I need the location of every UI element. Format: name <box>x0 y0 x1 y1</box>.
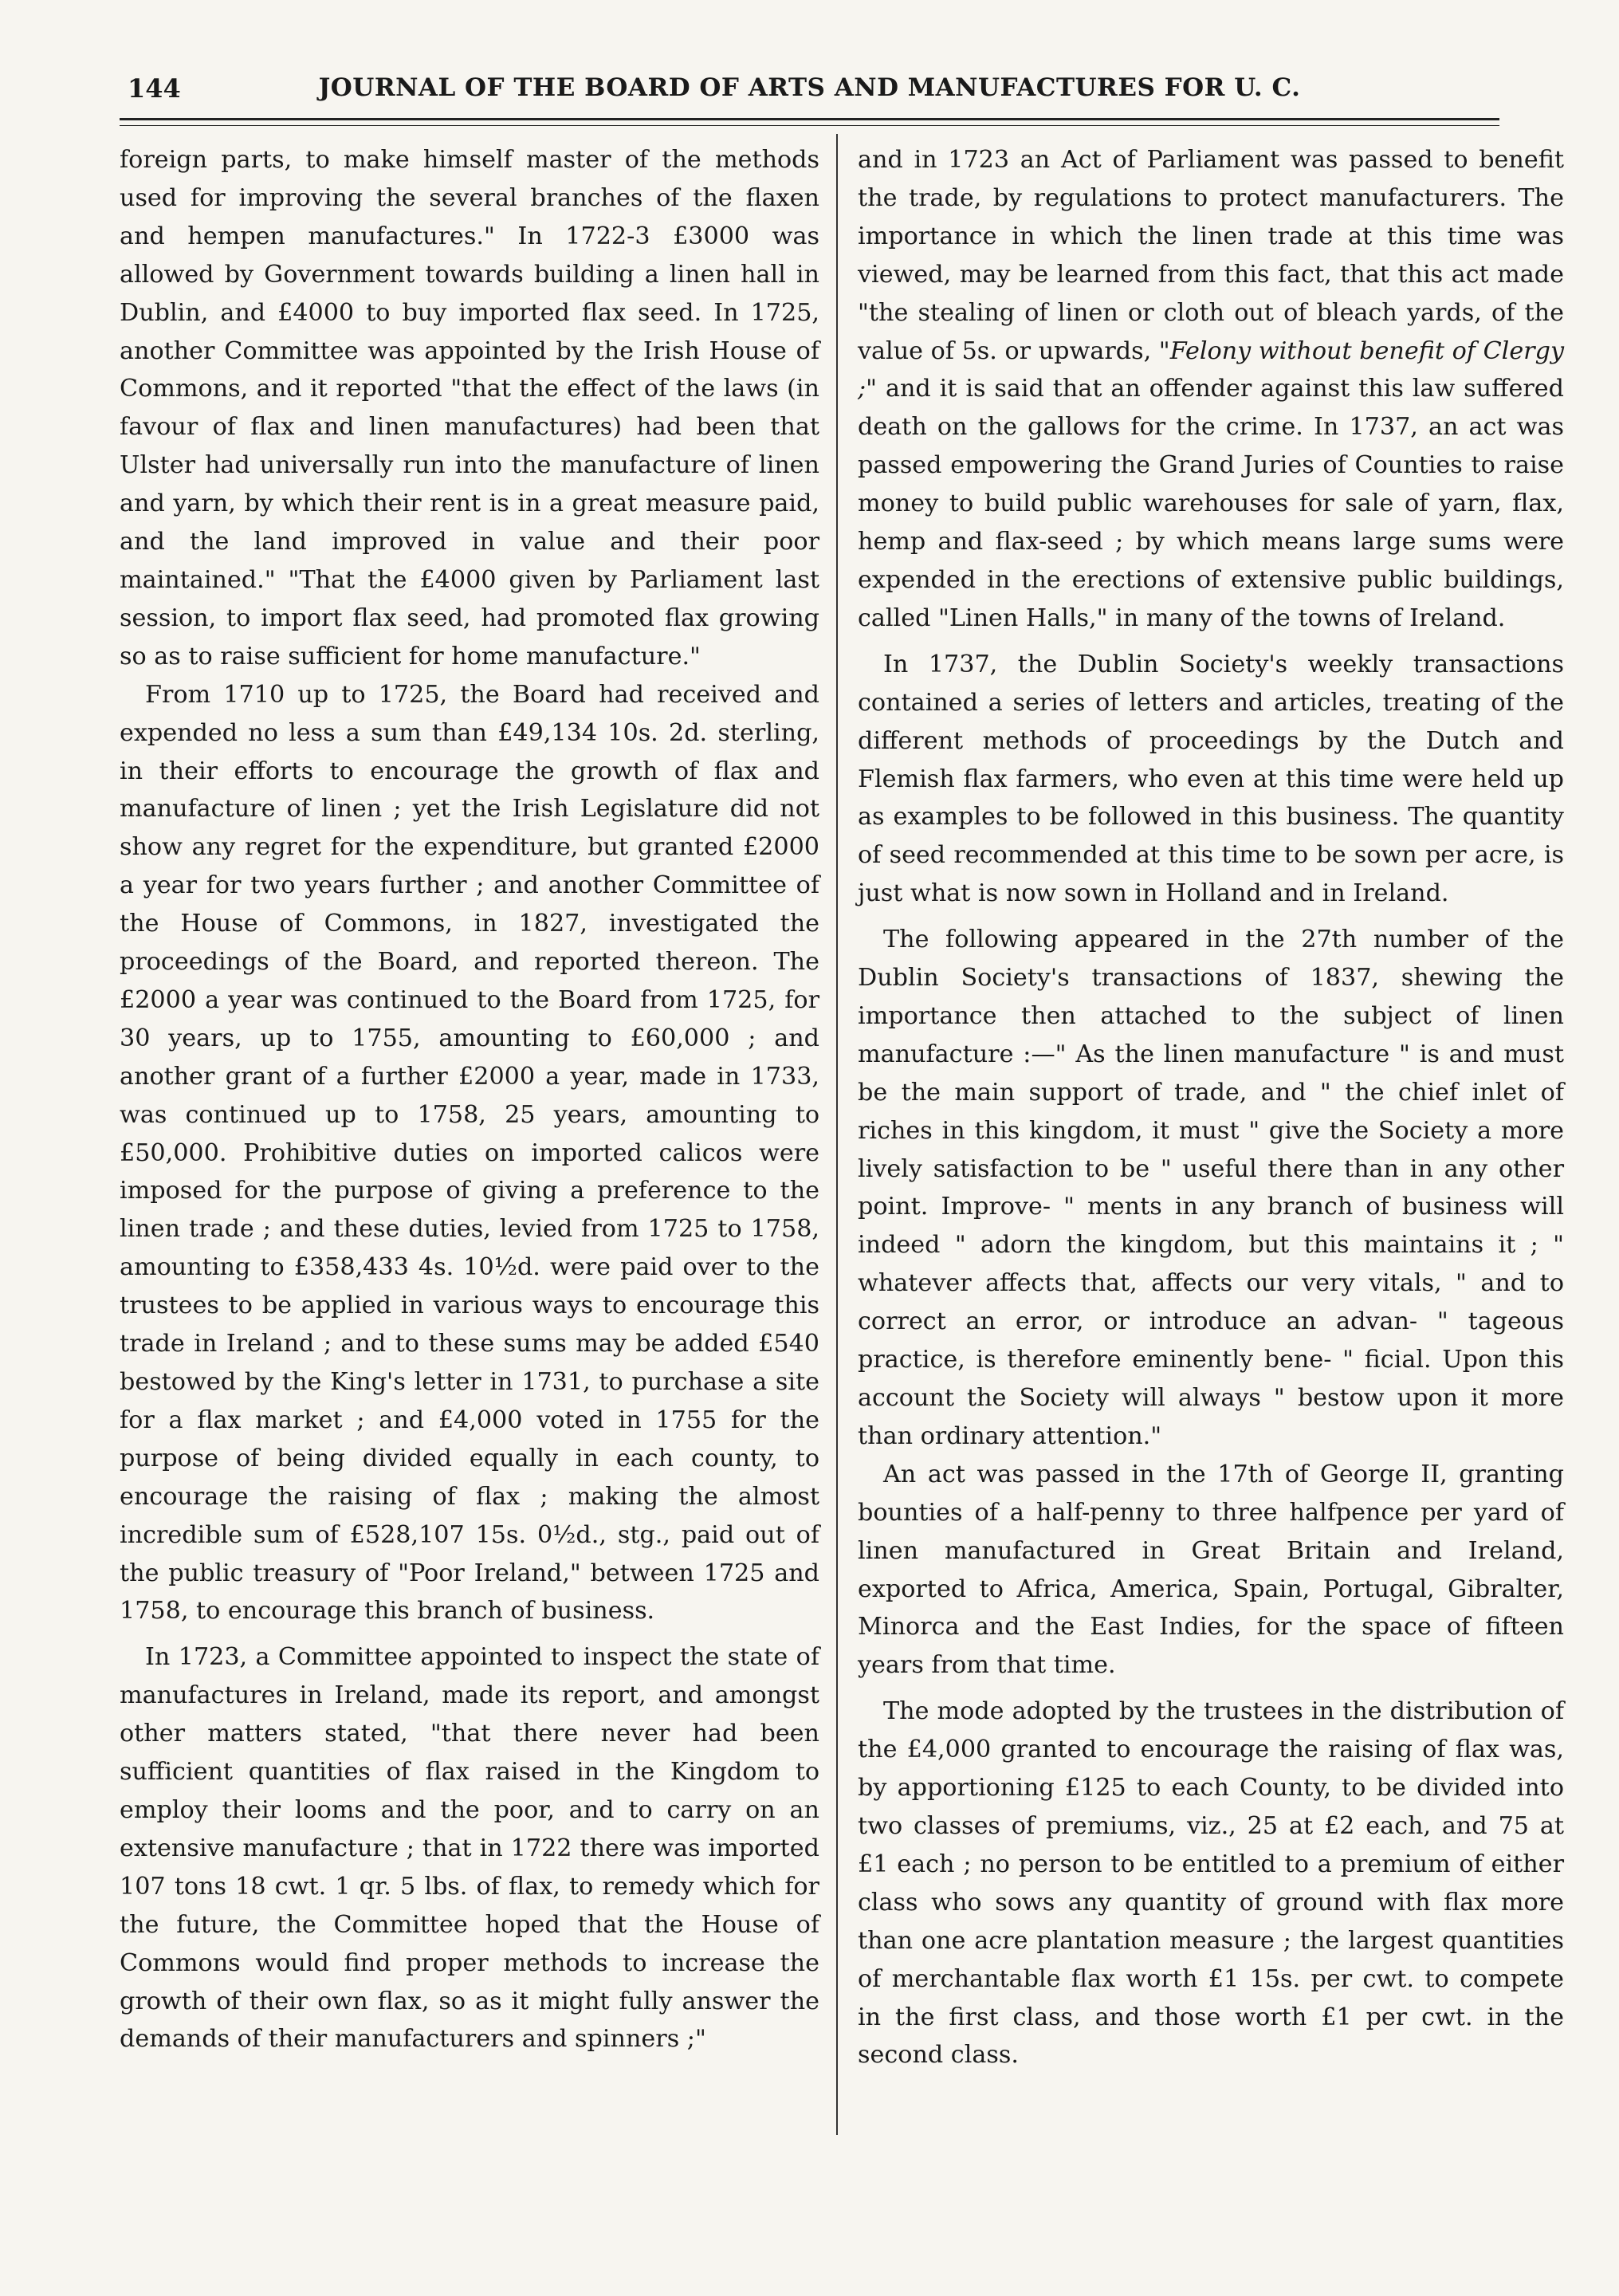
right-paragraph-1-text-a: and in 1723 an Act of Parliament was passed to benefit the trade, by regulations to protect manufacturers. The importance in which the linen trade at this time was viewed, may be learned from this fact, that this act made "the stealing of linen or cloth out of bleach yards, of the value of 5s. or upwards, " <box>858 146 1564 365</box>
page-header <box>120 70 1499 118</box>
header-rule-thick <box>120 118 1499 120</box>
left-paragraph-3: In 1723, a Committee appointed to inspect the state of manufactures in Ireland, made its report, and amongst other matters stated, "that there never had been sufficient quantities of flax raised in the Kingdom to employ their looms and the poor, and to carry on an extensive manufacture ; that in 1722 there was imported 107 tons 18 cwt. 1 qr. 5 lbs. of flax, to remedy which for the future, the Committee hoped that the House of Commons would find proper methods to increase the growth of their own flax, so as it might fully answer the demands of their manufacturers and spinners ;" <box>120 1643 819 2054</box>
right-paragraph-2: In 1737, the Dublin Society's weekly transactions contained a series of letters and articles, treating of the different methods of proceedings by the Dutch and Flemish flax farmers, who even at this time were held up as examples to be followed in this business. The quantity of seed recommended at this time to be sown per acre, is just what is now sown in Holland and in Ireland. <box>858 650 1564 908</box>
right-paragraph-4: An act was passed in the 17th of George II, granting bounties of a half-penny to three halfpence per yard of linen manufactured in Great Britain and Ireland, exported to Africa, America, Spain, Portugal, Gibralter, Minorca and the East Indies, for the space of fifteen years from that time. <box>858 1460 1564 1680</box>
right-paragraph-1 <box>858 141 1564 638</box>
left-paragraph-2: From 1710 up to 1725, the Board had received and expended no less a sum than £49,134 10s. 2d. sterling, in their efforts to encourage the growth of flax and manufacture of linen ; yet the Irish Legislature did not show any regret for the expenditure, but granted £2000 a year for two years further ; and another Committee of the House of Commons, in 1827, investigated the proceedings of the Board, and reported thereon. The £2000 a year was continued to the Board from 1725, for 30 years, up to 1755, amounting to £60,000 ; and another grant of a further £2000 a year, made in 1733, was continued up to 1758, 25 years, amounting to £50,000. Prohibitive duties on imported calicos were imposed for the purpose of giving a preference to the linen trade ; and these duties, levied from 1725 to 1758, amounting to £358,433 4s. 10½d. were paid over to the trustees to be applied in various ways to encourage this trade in Ireland ; and to these sums may be added £540 bestowed by the King's letter in 1731, to purchase a site for a flax market ; and £4,000 voted in 1755 for the purpose of being divided equally in each county, to encourage the raising of flax ; making the almost incredible sum of £528,107 15s. 0½d., stg., paid out of the public treasury of "Poor Ireland," between 1725 and 1758, to encourage this branch of business. <box>120 680 819 1626</box>
header-rule-thin <box>120 125 1499 126</box>
right-paragraph-3: The following appeared in the 27th number of the Dublin Society's transactions of 1837, shewing the importance then attached to the subject of linen manufacture :—" As the linen manufacture " is and must be the main support of trade, and " the chief inlet of riches in this kingdom, it must " give the Society a more lively satisfaction to be " useful there than in any other point. Improve- " ments in any branch of business will indeed " adorn the kingdom, but this maintains it ; " whatever affects that, affects our very vitals, " and to correct an error, or introduce an advan- " tageous practice, is therefore eminently bene- " ficial. Upon this account the Society will always " bestow upon it more than ordinary attention." <box>858 926 1564 1450</box>
page-number: 144 <box>128 73 181 104</box>
right-paragraph-5: The mode adopted by the trustees in the distribution of the £4,000 granted to encourage the raising of flax was, by apportioning £125 to each County, to be divided into two classes of premiums, viz., 25 at £2 each, and 75 at £1 each ; no person to be entitled to a premium of either class who sows any quantity of ground with flax more than one acre plantation measure ; the largest quantities of merchantable flax worth £1 15s. per cwt. to compete in the first class, and those worth £1 per cwt. in the second class. <box>858 1697 1564 2070</box>
column-divider <box>836 134 838 2135</box>
right-paragraph-1-italic: Felony without benefit of Clergy ; <box>858 336 1564 403</box>
left-paragraph-1: foreign parts, to make himself master of the methods used for improving the several branches of the flaxen and hempen manufactures." In 1722-3 £3000 was allowed by Government towards building a linen hall in Dublin, and £4000 to buy imported flax seed. In 1725, another Committee was appointed by the Irish House of Commons, and it reported "that the effect of the laws (in favour of flax and linen manufactures) had been that Ulster had universally run into the manufacture of linen and yarn, by which their rent is in a great measure paid, and the land improved in value and their poor maintained." "That the £4000 given by Parliament last session, to import flax seed, had promoted flax growing so as to raise sufficient for home manufacture." <box>120 146 819 670</box>
right-column <box>858 141 1564 2074</box>
running-title: JOURNAL OF THE BOARD OF ARTS AND MANUFACTURES FOR U. C. <box>318 73 1301 102</box>
left-column <box>120 141 819 2058</box>
right-paragraph-1-text-b: " and it is said that an offender against this law suffered death on the gallows for the crime. In 1737, an act was passed empowering the Grand Juries of Counties to raise money to build public warehouses for sale of yarn, flax, hemp and flax-seed ; by which means large sums were expended in the erections of extensive public buildings, called "Linen Halls," in many of the towns of Ireland. <box>858 375 1564 632</box>
